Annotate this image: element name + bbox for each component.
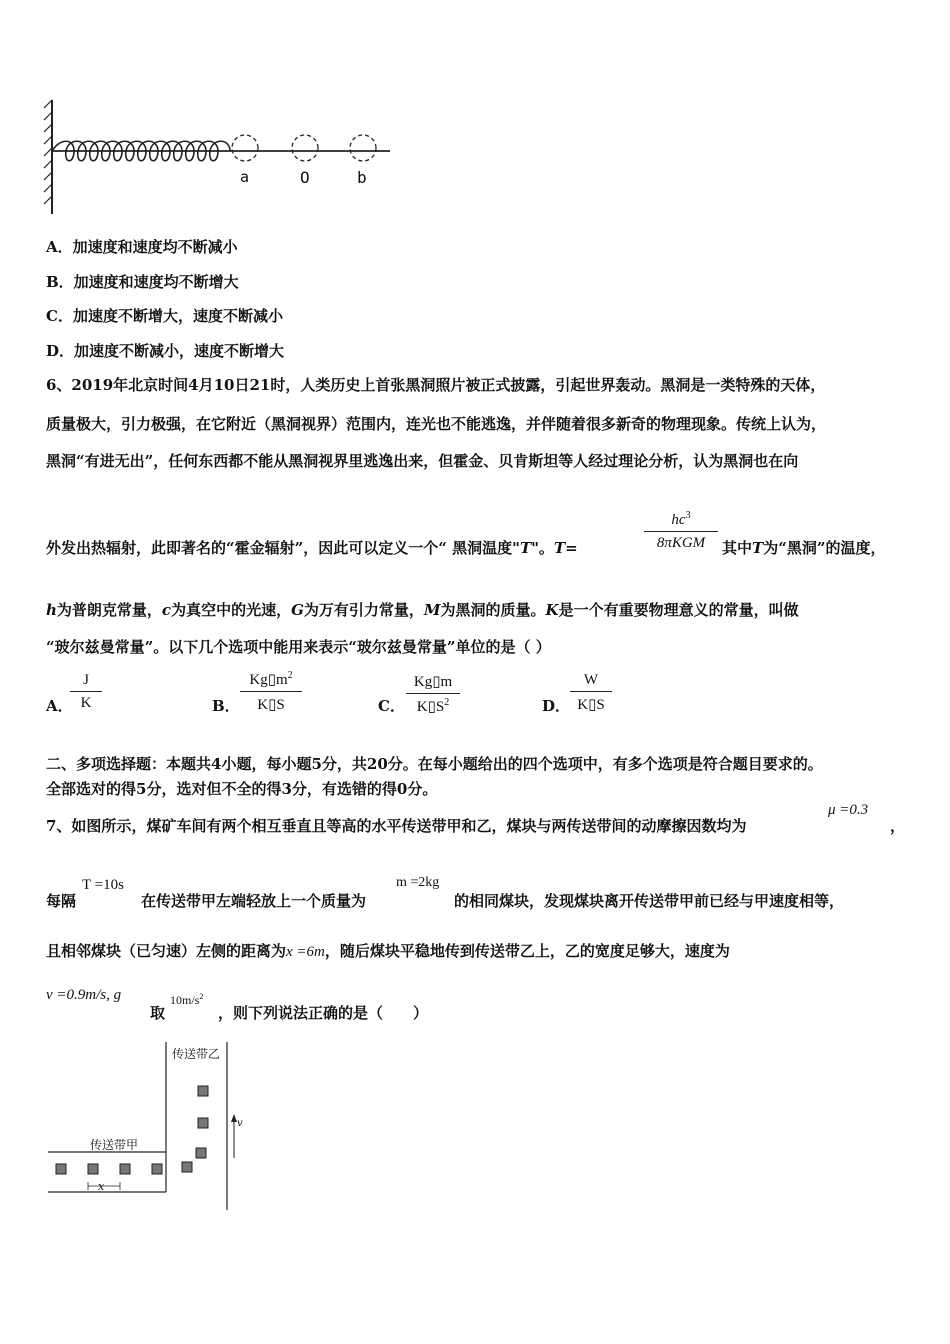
q7-distance-value: x =6m <box>286 944 325 960</box>
label-a: a <box>240 168 250 186</box>
q6-temp-symbol-3: T <box>752 539 764 557</box>
q6-option-d-letter: D． <box>542 697 571 715</box>
coal-block <box>56 1164 66 1174</box>
spacing-label: x <box>98 1180 105 1193</box>
formula-denominator: 8πKGM <box>656 535 706 551</box>
coal-block <box>120 1164 130 1174</box>
q6-option-c-letter: C． <box>378 697 405 715</box>
coal-block <box>152 1164 162 1174</box>
q6-line-2: 质量极大，引力极强，在它附近（黑洞视界）范围内，连光也不能逃逸，并伴随着很多新奇的物理现象。传统上认为， <box>46 415 827 433</box>
q6-line-5: h为普朗克常量，c为真空中的光速，G为万有引力常量，M为黑洞的质量。K是一个有重要物理意义的常量，叫做 <box>46 601 799 619</box>
q7-gravity-value: $10m/s^2$ <box>170 992 204 1007</box>
q6-line-4-tail: 其中T为“黑洞”的温度， <box>722 539 886 557</box>
q7-line-2: 每隔 <box>46 892 77 910</box>
formula-numerator: $hc^3$ <box>671 510 691 528</box>
q6-equals: = <box>565 539 578 557</box>
q5-option-d: D．加速度不断减小，速度不断增大 <box>46 342 285 360</box>
spring-figure <box>40 98 400 220</box>
velocity-label: v <box>237 1118 243 1129</box>
q6-temp-symbol-2: T <box>553 539 566 557</box>
coal-block <box>198 1118 208 1128</box>
q7-mu-value: μ =0.3 <box>828 802 869 818</box>
coal-block <box>88 1164 98 1174</box>
q6-line-4-text-a: 外发出热辐射，此即著名的“霍金辐射”，因此可以定义一个“ 黑洞温度" <box>46 539 520 557</box>
q7-line-2-mid: 在传送带甲左端轻放上一个质量为 <box>141 892 367 910</box>
q6-option-a-fraction: J K <box>70 672 102 712</box>
coal-block <box>182 1162 192 1172</box>
q6-option-b-fraction: $Kg▯m^2$ K▯S <box>240 670 302 714</box>
q6-temp-symbol: T <box>519 539 532 557</box>
q6-option-c-fraction: Kg▯m $K▯S^2$ <box>406 672 460 716</box>
q7-velocity-value: v =0.9m/s, g <box>46 987 122 1003</box>
q5-option-c: C．加速度不断增大，速度不断减小 <box>46 307 283 325</box>
coal-block <box>196 1148 206 1158</box>
belt-b-label: 传送带乙 <box>172 1047 221 1061</box>
label-o: O <box>300 168 310 187</box>
q6-option-a-letter: A． <box>46 697 73 715</box>
q6-line-1: 6、2019年北京时间4月10日21时，人类历史上首张黑洞照片被正式披露，引起世界轰动。黑洞是一类特殊的天体， <box>46 376 826 394</box>
q5-option-b: B．加速度和速度均不断增大 <box>46 273 239 291</box>
conveyor-belt-figure <box>44 1040 254 1215</box>
q6-line-3: 黑洞“有进无出”，任何东西都不能从黑洞视界里逃逸出来，但霍金、贝肯斯坦等人经过理论分析，认为黑洞也在向 <box>46 452 799 470</box>
q7-line-4-take: 取 <box>150 1004 166 1022</box>
q6-line-4 <box>46 537 578 558</box>
q7-mass-value: m =2kg <box>396 875 440 890</box>
q7-line-2-end: 的相同煤块，发现煤块离开传送带甲前已经与甲速度相等， <box>454 892 845 910</box>
block-position-b <box>350 135 376 161</box>
q6-option-d-fraction: W K▯S <box>570 672 612 714</box>
q7-line-4-end: ，则下列说法正确的是（ ） <box>218 1004 429 1022</box>
q7-line-3: 且相邻煤块（已匀速）左侧的距离为x =6m，随后煤块平稳地传到传送带乙上，乙的宽度足够大，速度为 <box>46 942 730 960</box>
wall-hatching <box>44 100 52 204</box>
q6-line-6: “玻尔兹曼常量”。以下几个选项中能用来表示“玻尔兹曼常量”单位的是（ ） <box>46 638 551 656</box>
block-position-o <box>292 135 318 161</box>
coal-block <box>198 1086 208 1096</box>
q5-option-a: A．加速度和速度均不断减小 <box>46 238 238 256</box>
q7-line-1: 7、如图所示，煤矿车间有两个相互垂直且等高的水平传送带甲和乙，煤块与两传送带间的动摩擦因数均为 <box>46 817 747 835</box>
section-2-heading-line-1: 二、多项选择题：本题共4小题，每小题5分，共20分。在每小题给出的四个选项中，有多个选项是符合题目要求的。 <box>46 755 823 773</box>
q6-line-4-text-b: "。 <box>531 539 554 557</box>
q7-period-value: T =10s <box>82 877 124 893</box>
block-position-a <box>232 135 258 161</box>
q6-option-b-letter: B． <box>212 697 240 715</box>
belt-a-label: 传送带甲 <box>90 1138 139 1152</box>
label-b: b <box>357 168 367 187</box>
section-2-heading-line-2: 全部选对的得5分，选对但不全的得3分，有选错的得0分。 <box>46 780 438 798</box>
q7-comma: ， <box>890 817 906 835</box>
hawking-temperature-formula <box>644 510 718 552</box>
